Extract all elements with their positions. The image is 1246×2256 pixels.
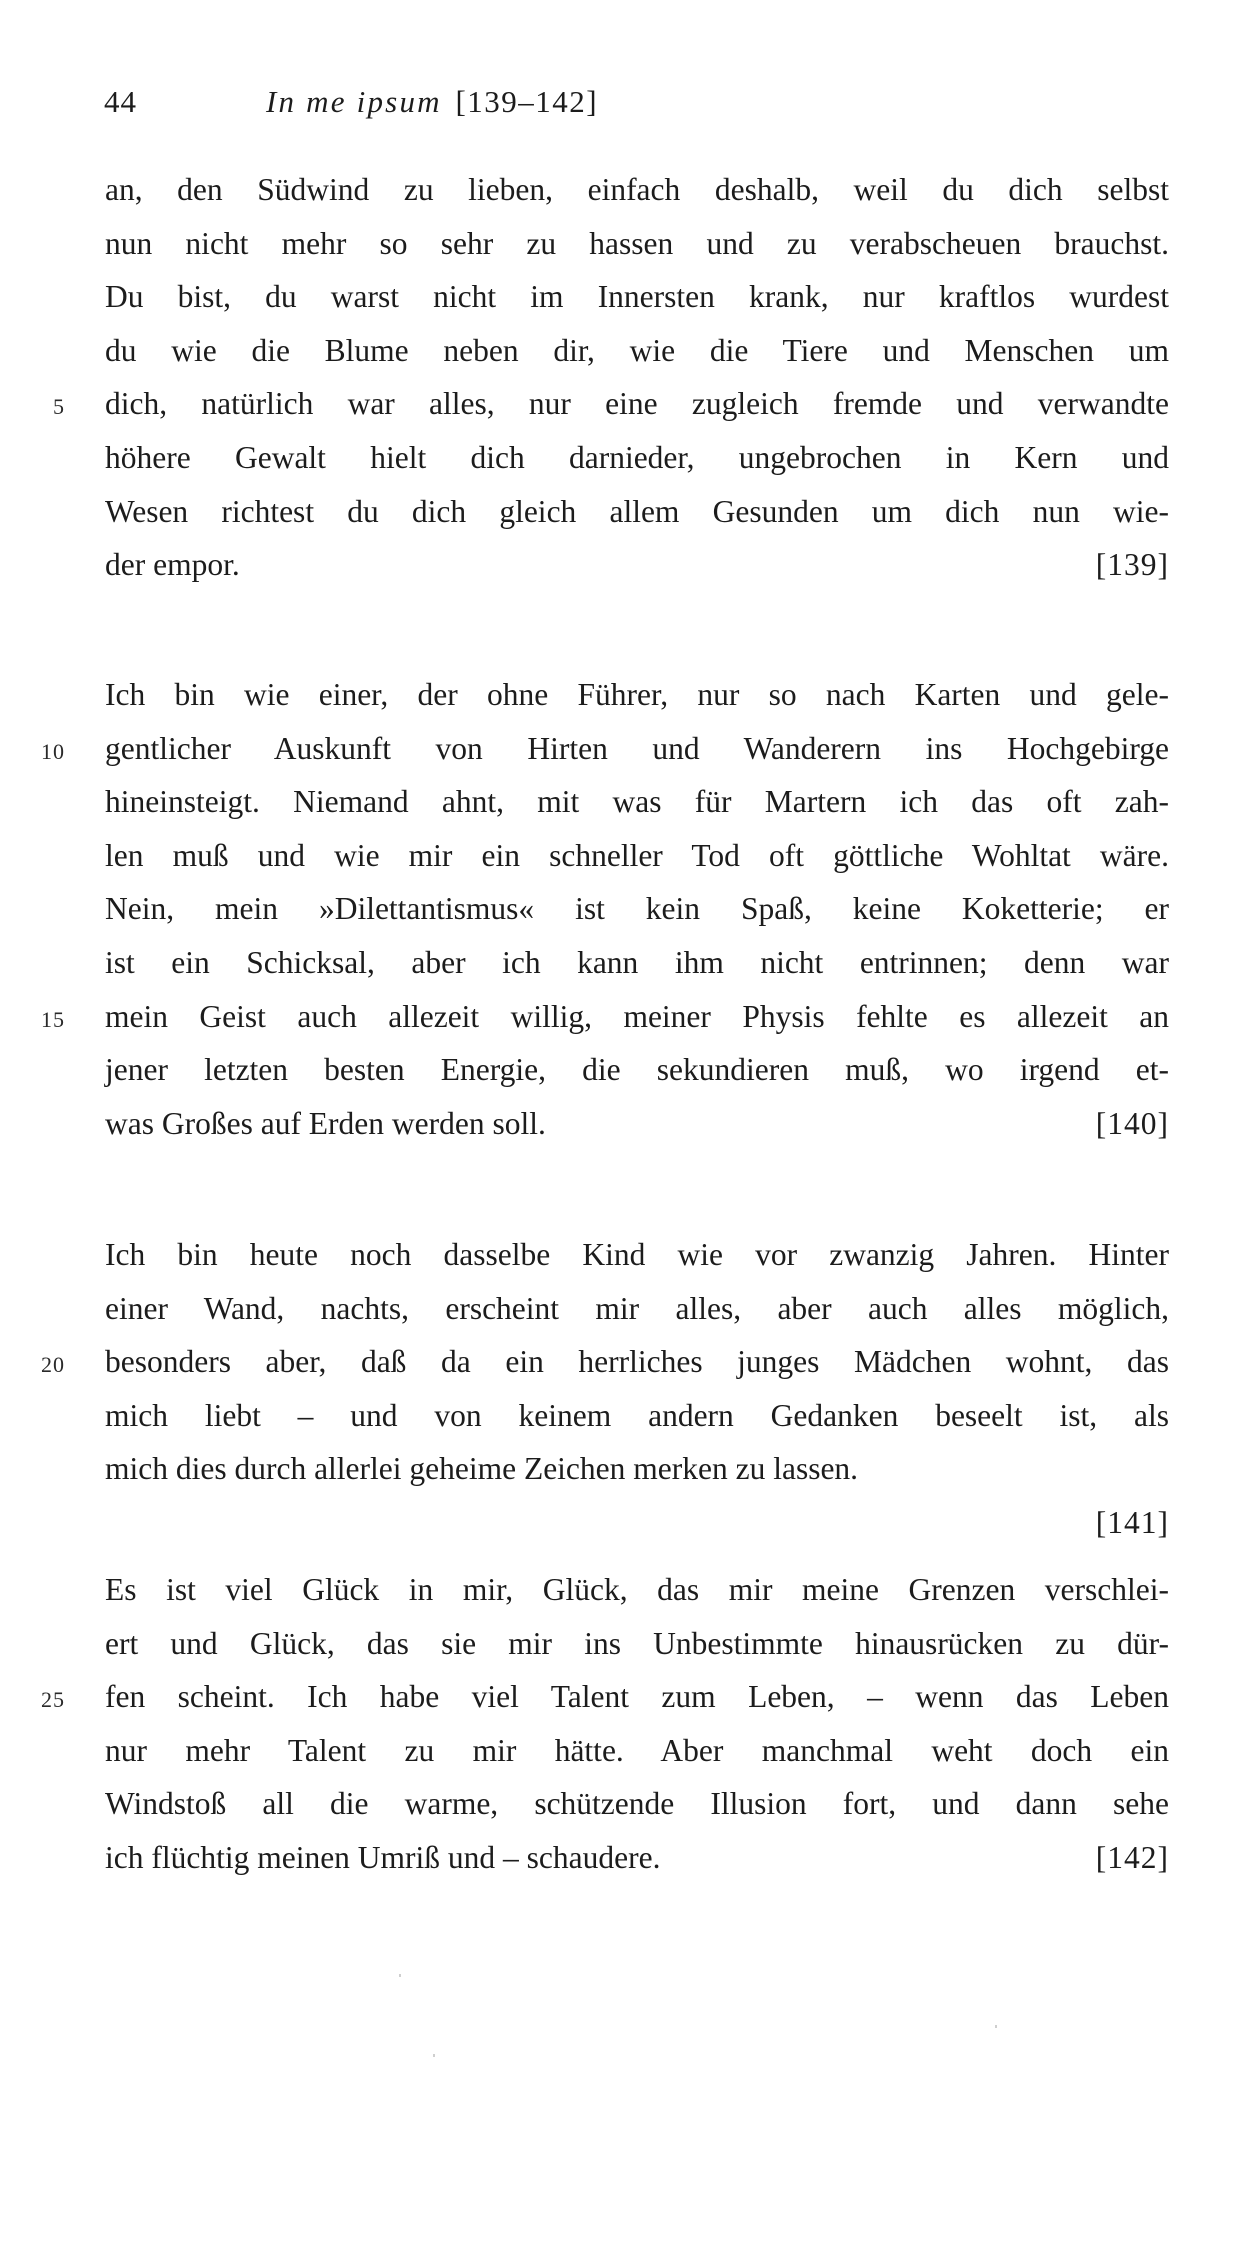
- line-text: ich flüchtig meinen Umriß und – schaudere.: [105, 1839, 661, 1875]
- text-line: [105, 1043, 1169, 1097]
- line-number: 5: [53, 394, 65, 420]
- scan-speck: [995, 2025, 997, 2028]
- line-text: nun nicht mehr so sehr zu hassen und zu verabscheuen brauchst.: [105, 225, 1169, 261]
- line-text: mich liebt – und von keinem andern Gedanken beseelt ist, als: [105, 1397, 1169, 1433]
- text-line: [105, 1282, 1169, 1336]
- line-text: fen scheint. Ich habe viel Talent zum Leben, – wenn das Leben: [105, 1679, 1169, 1715]
- entry-number: [142]: [1095, 1839, 1169, 1875]
- text-line: [105, 431, 1169, 485]
- line-text: Ich bin heute noch dasselbe Kind wie vor zwanzig Jahren. Hinter: [105, 1237, 1169, 1272]
- line-text: Nein, mein »Dilettantismus« ist kein Spaß, keine Koketterie; er: [105, 891, 1169, 927]
- text-line: [105, 829, 1169, 883]
- text-line: [105, 1097, 1169, 1151]
- line-text: Es ist viel Glück in mir, Glück, das mir meine Grenzen verschlei-: [105, 1572, 1169, 1607]
- line-text: Wesen richtest du dich gleich allem Gesunden um dich nun wie-: [105, 493, 1169, 529]
- line-text: gentlicher Auskunft von Hirten und Wanderern ins Hochgebirge: [105, 730, 1169, 766]
- text-line: [41, 990, 1169, 1044]
- entry-paragraph: [41, 1228, 1169, 1550]
- text-line: [105, 1389, 1169, 1443]
- line-text: höhere Gewalt hielt dich darnieder, ungebrochen in Kern und: [105, 439, 1169, 475]
- text-line: [41, 1335, 1169, 1389]
- entry-paragraph: [53, 163, 1169, 592]
- entry-paragraph: [41, 1563, 1169, 1885]
- line-text: len muß und wie mir ein schneller Tod oft göttliche Wohltat wäre.: [105, 837, 1169, 873]
- text-line: [105, 1831, 1169, 1885]
- line-text: jener letzten besten Energie, die sekundieren muß, wo irgend et-: [105, 1052, 1169, 1088]
- text-line: [41, 722, 1169, 776]
- text-line: [105, 1442, 1169, 1496]
- line-text: hineinsteigt. Niemand ahnt, mit was für Martern ich das oft zah-: [105, 784, 1169, 820]
- text-line: [105, 775, 1169, 829]
- line-text: Windstoß all die warme, schützende Illusion fort, und dann sehe: [105, 1786, 1169, 1822]
- text-line: [105, 936, 1169, 990]
- text-line: [105, 1777, 1169, 1831]
- line-text: einer Wand, nachts, erscheint mir alles, aber auch alles möglich,: [105, 1290, 1169, 1326]
- entry-number: [140]: [1095, 1105, 1169, 1141]
- scan-speck: [433, 2054, 435, 2057]
- text-line: [105, 538, 1169, 592]
- line-number: 10: [41, 738, 65, 764]
- line-text: an, den Südwind zu lieben, einfach deshalb, weil du dich selbst: [105, 172, 1169, 207]
- text-line: [105, 882, 1169, 936]
- line-text: nur mehr Talent zu mir hätte. Aber manchmal weht doch ein: [105, 1732, 1169, 1768]
- line-text: ert und Glück, das sie mir ins Unbestimmte hinausrücken zu dür-: [105, 1625, 1169, 1661]
- entry-range: [139–142]: [455, 84, 599, 119]
- work-title: In me ipsum: [266, 84, 442, 119]
- page-number: 44: [104, 84, 137, 119]
- text-line: [105, 1228, 1169, 1282]
- text-line: [53, 377, 1169, 431]
- line-number: 25: [41, 1687, 65, 1713]
- text-line: [105, 163, 1169, 217]
- line-text: was Großes auf Erden werden soll.: [105, 1105, 546, 1141]
- text-line: [105, 1724, 1169, 1778]
- line-text: Du bist, du warst nicht im Innersten krank, nur kraftlos wurdest: [105, 279, 1169, 315]
- text-line: [105, 668, 1169, 722]
- text-line: [105, 270, 1169, 324]
- text-line: [105, 324, 1169, 378]
- line-text: dich, natürlich war alles, nur eine zugleich fremde und verwandte: [105, 386, 1169, 422]
- line-text: du wie die Blume neben dir, wie die Tiere und Menschen um: [105, 332, 1169, 368]
- entry-number: [139]: [1095, 547, 1169, 583]
- line-text: besonders aber, daß da ein herrliches junges Mädchen wohnt, das: [105, 1344, 1169, 1380]
- entry-paragraph: [41, 668, 1169, 1150]
- entry-number: [141]: [1095, 1504, 1169, 1540]
- line-text: ist ein Schicksal, aber ich kann ihm nicht entrinnen; denn war: [105, 944, 1169, 980]
- text-line: [105, 485, 1169, 539]
- line-text: Ich bin wie einer, der ohne Führer, nur so nach Karten und gele-: [105, 677, 1169, 712]
- entry-number-line: [105, 1496, 1169, 1550]
- scan-speck: [399, 1974, 401, 1977]
- line-number: 15: [41, 1006, 65, 1032]
- text-line: [105, 217, 1169, 271]
- line-text: mein Geist auch allezeit willig, meiner Physis fehlte es allezeit an: [105, 998, 1169, 1034]
- line-text: mich dies durch allerlei geheime Zeichen merken zu lassen.: [105, 1451, 859, 1487]
- text-line: [105, 1617, 1169, 1671]
- text-line: [41, 1670, 1169, 1724]
- text-line: [105, 1563, 1169, 1617]
- line-text: der empor.: [105, 547, 240, 583]
- header-title: [266, 82, 598, 122]
- running-header: [0, 80, 1246, 124]
- line-number: 20: [41, 1352, 65, 1378]
